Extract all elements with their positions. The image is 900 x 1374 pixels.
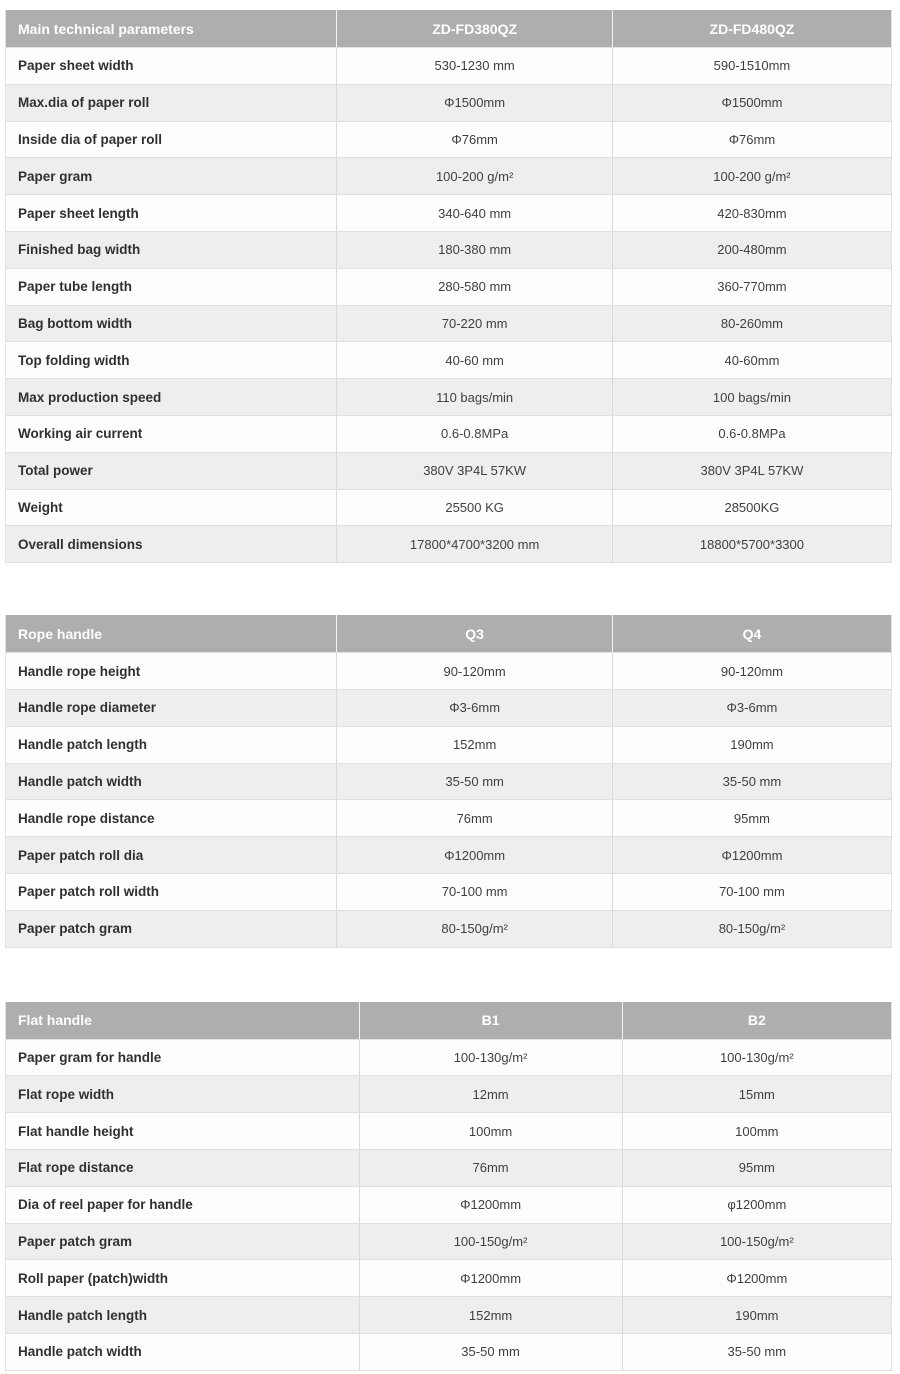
value-model-2: 95mm xyxy=(622,1149,891,1186)
column-header-model-1: Q3 xyxy=(337,615,613,653)
row-label: Paper tube length xyxy=(6,268,337,305)
column-header-model-2: Q4 xyxy=(612,615,891,653)
value-model-2: 100mm xyxy=(622,1113,891,1150)
value-model-1: 76mm xyxy=(337,800,613,837)
column-header-model-2: B2 xyxy=(622,1002,891,1040)
row-label: Max.dia of paper roll xyxy=(6,84,337,121)
value-model-2: 100-200 g/m² xyxy=(612,158,891,195)
table-row xyxy=(6,268,892,305)
value-model-2: 590-1510mm xyxy=(612,48,891,85)
table-title: Main technical parameters xyxy=(6,10,337,48)
value-model-2: Φ1200mm xyxy=(622,1260,891,1297)
row-label: Handle patch length xyxy=(6,1297,360,1334)
table-row xyxy=(6,84,892,121)
table-row xyxy=(6,1039,892,1076)
value-model-1: 340-640 mm xyxy=(337,195,613,232)
value-model-1: 12mm xyxy=(359,1076,622,1113)
row-label: Paper patch roll width xyxy=(6,873,337,910)
table-header-row xyxy=(6,1002,892,1040)
row-label: Flat handle height xyxy=(6,1113,360,1150)
table-title: Flat handle xyxy=(6,1002,360,1040)
value-model-2: 80-150g/m² xyxy=(612,910,891,947)
table-row xyxy=(6,415,892,452)
value-model-1: 76mm xyxy=(359,1149,622,1186)
table-row xyxy=(6,231,892,268)
rope-handle-table xyxy=(5,615,892,947)
row-label: Inside dia of paper roll xyxy=(6,121,337,158)
value-model-2: 35-50 mm xyxy=(622,1333,891,1370)
row-label: Handle patch width xyxy=(6,763,337,800)
value-model-2: Φ76mm xyxy=(612,121,891,158)
row-label: Paper patch roll dia xyxy=(6,837,337,874)
value-model-1: 80-150g/m² xyxy=(337,910,613,947)
table-row xyxy=(6,379,892,416)
value-model-1: 25500 KG xyxy=(337,489,613,526)
value-model-2: 200-480mm xyxy=(612,231,891,268)
value-model-2: 18800*5700*3300 xyxy=(612,526,891,563)
row-label: Flat rope distance xyxy=(6,1149,360,1186)
value-model-1: Φ1200mm xyxy=(337,837,613,874)
column-header-model-2: ZD-FD480QZ xyxy=(612,10,891,48)
row-label: Paper sheet width xyxy=(6,48,337,85)
value-model-1: 70-220 mm xyxy=(337,305,613,342)
value-model-2: 190mm xyxy=(612,726,891,763)
row-label: Handle rope height xyxy=(6,653,337,690)
row-label: Paper patch gram xyxy=(6,1223,360,1260)
table-row xyxy=(6,452,892,489)
value-model-2: 360-770mm xyxy=(612,268,891,305)
table-header-row xyxy=(6,615,892,653)
value-model-1: 152mm xyxy=(337,726,613,763)
value-model-2: 420-830mm xyxy=(612,195,891,232)
value-model-1: 90-120mm xyxy=(337,653,613,690)
table-row xyxy=(6,1260,892,1297)
value-model-2: 28500KG xyxy=(612,489,891,526)
value-model-2: 100-150g/m² xyxy=(622,1223,891,1260)
table-row xyxy=(6,526,892,563)
table-row xyxy=(6,305,892,342)
table-row xyxy=(6,1113,892,1150)
column-header-model-1: B1 xyxy=(359,1002,622,1040)
row-label: Top folding width xyxy=(6,342,337,379)
table-row xyxy=(6,1186,892,1223)
value-model-2: Φ1200mm xyxy=(612,837,891,874)
column-header-model-1: ZD-FD380QZ xyxy=(337,10,613,48)
row-label: Max production speed xyxy=(6,379,337,416)
table-row xyxy=(6,873,892,910)
value-model-1: 35-50 mm xyxy=(359,1333,622,1370)
value-model-2: 15mm xyxy=(622,1076,891,1113)
table-row xyxy=(6,342,892,379)
table-row xyxy=(6,689,892,726)
value-model-1: 100-200 g/m² xyxy=(337,158,613,195)
value-model-1: 280-580 mm xyxy=(337,268,613,305)
table-header-row xyxy=(6,10,892,48)
value-model-2: 35-50 mm xyxy=(612,763,891,800)
table-row xyxy=(6,653,892,690)
value-model-2: 0.6-0.8MPa xyxy=(612,415,891,452)
main-technical-parameters-table xyxy=(5,10,892,563)
value-model-2: 380V 3P4L 57KW xyxy=(612,452,891,489)
value-model-2: 40-60mm xyxy=(612,342,891,379)
table-row xyxy=(6,1297,892,1334)
row-label: Roll paper (patch)width xyxy=(6,1260,360,1297)
value-model-1: Φ1200mm xyxy=(359,1186,622,1223)
table-row xyxy=(6,1223,892,1260)
value-model-1: 180-380 mm xyxy=(337,231,613,268)
value-model-1: 380V 3P4L 57KW xyxy=(337,452,613,489)
row-label: Flat rope width xyxy=(6,1076,360,1113)
row-label: Bag bottom width xyxy=(6,305,337,342)
value-model-1: Φ3-6mm xyxy=(337,689,613,726)
value-model-2: 90-120mm xyxy=(612,653,891,690)
value-model-2: φ1200mm xyxy=(622,1186,891,1223)
table-row xyxy=(6,800,892,837)
row-label: Handle rope distance xyxy=(6,800,337,837)
table-row xyxy=(6,195,892,232)
value-model-1: 530-1230 mm xyxy=(337,48,613,85)
value-model-2: 100 bags/min xyxy=(612,379,891,416)
value-model-2: Φ3-6mm xyxy=(612,689,891,726)
value-model-1: Φ76mm xyxy=(337,121,613,158)
value-model-2: 190mm xyxy=(622,1297,891,1334)
table-row xyxy=(6,910,892,947)
value-model-1: Φ1200mm xyxy=(359,1260,622,1297)
row-label: Finished bag width xyxy=(6,231,337,268)
table-row xyxy=(6,489,892,526)
table-row xyxy=(6,726,892,763)
table-row xyxy=(6,1076,892,1113)
value-model-2: 95mm xyxy=(612,800,891,837)
value-model-2: Φ1500mm xyxy=(612,84,891,121)
value-model-1: 70-100 mm xyxy=(337,873,613,910)
table-row xyxy=(6,837,892,874)
value-model-1: 40-60 mm xyxy=(337,342,613,379)
table-row xyxy=(6,763,892,800)
value-model-1: 110 bags/min xyxy=(337,379,613,416)
table-row xyxy=(6,1149,892,1186)
value-model-1: 100mm xyxy=(359,1113,622,1150)
row-label: Handle rope diameter xyxy=(6,689,337,726)
value-model-1: Φ1500mm xyxy=(337,84,613,121)
row-label: Handle patch width xyxy=(6,1333,360,1370)
table-row xyxy=(6,158,892,195)
row-label: Dia of reel paper for handle xyxy=(6,1186,360,1223)
row-label: Weight xyxy=(6,489,337,526)
row-label: Paper gram for handle xyxy=(6,1039,360,1076)
row-label: Handle patch length xyxy=(6,726,337,763)
value-model-2: 80-260mm xyxy=(612,305,891,342)
row-label: Paper patch gram xyxy=(6,910,337,947)
flat-handle-table xyxy=(5,1002,892,1371)
row-label: Working air current xyxy=(6,415,337,452)
value-model-1: 0.6-0.8MPa xyxy=(337,415,613,452)
value-model-2: 100-130g/m² xyxy=(622,1039,891,1076)
row-label: Paper gram xyxy=(6,158,337,195)
value-model-1: 100-130g/m² xyxy=(359,1039,622,1076)
table-row xyxy=(6,1333,892,1370)
row-label: Total power xyxy=(6,452,337,489)
table-row xyxy=(6,48,892,85)
row-label: Overall dimensions xyxy=(6,526,337,563)
value-model-1: 17800*4700*3200 mm xyxy=(337,526,613,563)
value-model-2: 70-100 mm xyxy=(612,873,891,910)
value-model-1: 152mm xyxy=(359,1297,622,1334)
value-model-1: 35-50 mm xyxy=(337,763,613,800)
value-model-1: 100-150g/m² xyxy=(359,1223,622,1260)
table-title: Rope handle xyxy=(6,615,337,653)
row-label: Paper sheet length xyxy=(6,195,337,232)
table-row xyxy=(6,121,892,158)
